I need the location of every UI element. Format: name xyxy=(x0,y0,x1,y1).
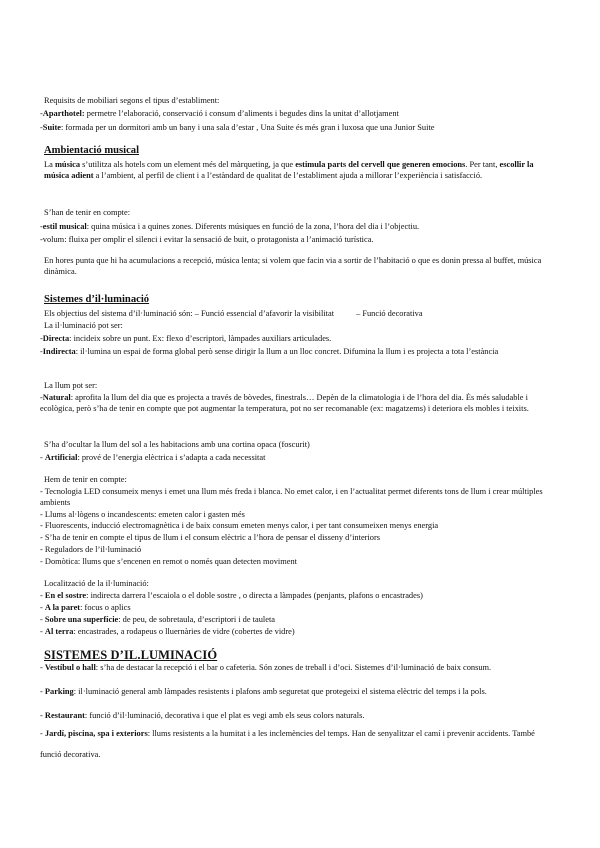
reguladors-item: - Reguladors de l’il·luminació xyxy=(40,545,142,554)
sostre-item: - En el sostre: indirecta darrera l’escaiola o el doble sostre , o directa a làmpades (penjants, plafons o encastrades) xyxy=(40,591,423,600)
hores-paragraph: En hores punta que hi ha acumulacions a recepció, música lenta; si volem que facin via a sortir de l’habitació o que es donin pressa al buffet, música dinàmica. xyxy=(44,256,542,276)
section-heading-musical: Ambientació musical xyxy=(44,145,140,156)
terra-item: - Al terra: encastrades, a rodapeus o lluernàries de vidre (cobertes de vidre) xyxy=(40,627,295,636)
aparthotel-item: -Aparthotel: permetre l’elaboració, conservació i consum d’aliments i begudes dins la unitat d’allotjament xyxy=(40,109,399,118)
domotica-item: - Domòtica: llums que s’encenen en remot o només quan detecten moviment xyxy=(40,557,297,566)
superficie-item: - Sobre una superfície: de peu, de sobretaula, d’escriptori i de tauleta xyxy=(40,615,276,624)
mobiliari-intro: Requisits de mobiliari segons el tipus d’establiment: xyxy=(44,96,220,105)
musical-compte: S’han de tenir en compte: xyxy=(44,208,131,217)
llum-pot-line: La llum pot ser: xyxy=(44,381,98,390)
section-heading-illuminacio: Sistemes d’il·luminació xyxy=(44,294,150,305)
parking-item: - Parking: il·luminació general amb làmpades resistents i plafons amb seguretat que protegeixi el sistema elèctric del temps i la pols. xyxy=(40,687,487,696)
directa-item: -Directa: incideix sobre un punt. Ex: flexo d’escriptori, làmpades auxiliars articulades. xyxy=(40,334,332,343)
ocultar-line: S’ha d’ocultar la llum del sol a les habitacions amb una cortina opaca (foscurit) xyxy=(44,440,310,449)
halogens-item: - Llums al·lògens o incandescents: emeten calor i gasten més xyxy=(40,510,245,519)
suite-item: -Suite: formada per un dormitori amb un bany i una sala d’estar , Una Suite és més gran i luxosa que una Junior Suite xyxy=(40,123,435,132)
vestibul-item: - Vestíbul o hall: s’ha de destacar la recepció i el bar o cafeteria. Són zones de treball i d’oci. Sistemes d’il·luminació de baix consum. xyxy=(40,663,492,672)
localitzacio-line: Localització de la il·luminació: xyxy=(44,579,149,588)
artificial-item: - Artificial: prové de l’energia elèctrica i s’adapta a cada necessitat xyxy=(40,453,266,462)
volum-item: -volum: fluixa per omplir el silenci i evitar la sensació de buit, o protagonista a l’animació turística. xyxy=(40,235,374,244)
restaurant-item: - Restaurant: funció d’il·luminació, decorativa i que el plat es vegi amb els seus colors naturals. xyxy=(40,711,365,720)
tipus-item: - S’ha de tenir en compte el tipus de llum i el consum elèctric a l’hora de pensar el disseny d’interiors xyxy=(40,533,381,542)
led-item: - Tecnologia LED consumeix menys i emet una llum més freda i blanca. No emet calor, i en l’actualitat permet diferents tons de llum i crear múltiples ambients xyxy=(40,487,543,507)
pot-ser-line: La il·luminació pot ser: xyxy=(44,321,123,330)
musical-paragraph: La música s’utilitza als hotels com un element més del màrqueting, ja que estimula parts del cervell que generen emocions. Per tant, escollir la música adient a l’ambient, al perfil de client i a l’estàndard de qualitat de l’establiment ajuda a millorar l’experiència i satisfacció. xyxy=(44,160,534,180)
natural-item: -Natural: aprofita la llum del dia que es projecta a través de bòvedes, finestrals… Depèn de la climatologia i de l’hora del dia. És més saludable i ecològica, però s’ha de tenir en compte que pot augmentar la temperatura, pot no ser recomanable (ex: magatzems) i deteriora els mobles i teixits. xyxy=(40,393,529,413)
fluor-item: - Fluorescents, inducció electromagnètica i de baix consum emeten menys calor, i per tant consumeixen menys energia xyxy=(40,521,439,530)
jardi-item: - Jardí, piscina, spa i exteriors: llums resistents a la humitat i a les inclemències del temps. Han de senyalitzar el camí i prevenir accidents. També funció decorativa. xyxy=(40,729,535,759)
indirecta-item: -Indirecta: il·lumina un espai de forma global però sense dirigir la llum a un lloc concret. Difumina la llum i es projecta a tota l’estància xyxy=(40,347,499,356)
paret-item: - A la paret: focus o aplics xyxy=(40,603,131,612)
objectius-line: Els objectius del sistema d’il·luminació són: – Funció essencial d’afavorir la visibilitat – Funció decorativa xyxy=(44,309,423,318)
estil-item: -estil musical: quina música i a quines zones. Diferents músiques en funció de la zona, l’hora del dia i l’objectiu. xyxy=(40,222,420,231)
hem-compte-line: Hem de tenir en compte: xyxy=(44,475,127,484)
section-heading-sistemes: SISTEMES D’IL.LUMINACIÓ xyxy=(44,648,218,662)
